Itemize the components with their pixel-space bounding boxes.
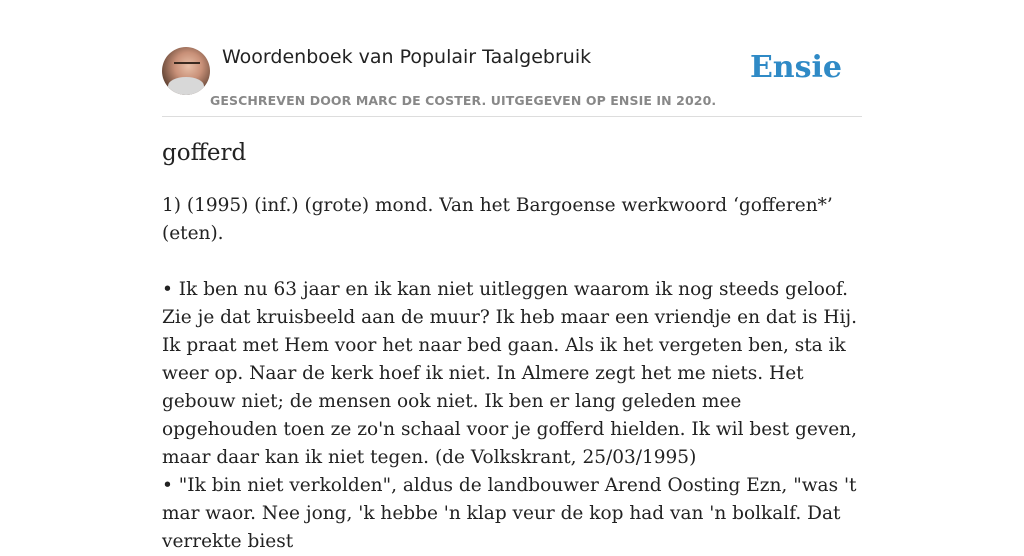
ensie-logo[interactable]: Ensie <box>749 50 842 85</box>
page-header <box>162 40 862 117</box>
avatar-glasses <box>174 62 200 70</box>
paragraph-gap <box>162 248 862 276</box>
quote-2: • "Ik bin niet verkolden", aldus de landbouwer Arend Oosting Ezn, "was 't mar waor. Nee jong, 'k hebbe 'n klap veur de kop had van 'n bolkalf. Dat verrekte biest <box>162 475 857 552</box>
avatar-beard <box>168 77 204 95</box>
entry-content <box>162 192 862 556</box>
definition: 1) (1995) (inf.) (grote) mond. Van het Bargoense werkwoord ‘gofferen*’ (eten). <box>162 195 833 244</box>
book-title[interactable]: Woordenboek van Populair Taalgebruik <box>222 46 592 68</box>
entry-title: gofferd <box>162 140 247 166</box>
byline: GESCHREVEN DOOR MARC DE COSTER. UITGEGEVEN OP ENSIE IN 2020. <box>210 93 717 108</box>
author-avatar[interactable] <box>162 47 210 95</box>
quote-1: • Ik ben nu 63 jaar en ik kan niet uitleggen waarom ik nog steeds geloof. Zie je dat kruisbeeld aan de muur? Ik heb maar een vriendje en dat is Hij. Ik praat met Hem voor het naar bed gaan. Als ik het vergeten ben, sta ik weer op. Naar de kerk hoef ik niet. In Almere zegt het me niets. Het gebouw niet; de mensen ook niet. Ik ben er lang geleden mee opgehouden toen ze zo'n schaal voor je gofferd hielden. Ik wil best geven, maar daar kan ik niet tegen. (de Volkskrant, 25/03/1995) <box>162 279 858 468</box>
